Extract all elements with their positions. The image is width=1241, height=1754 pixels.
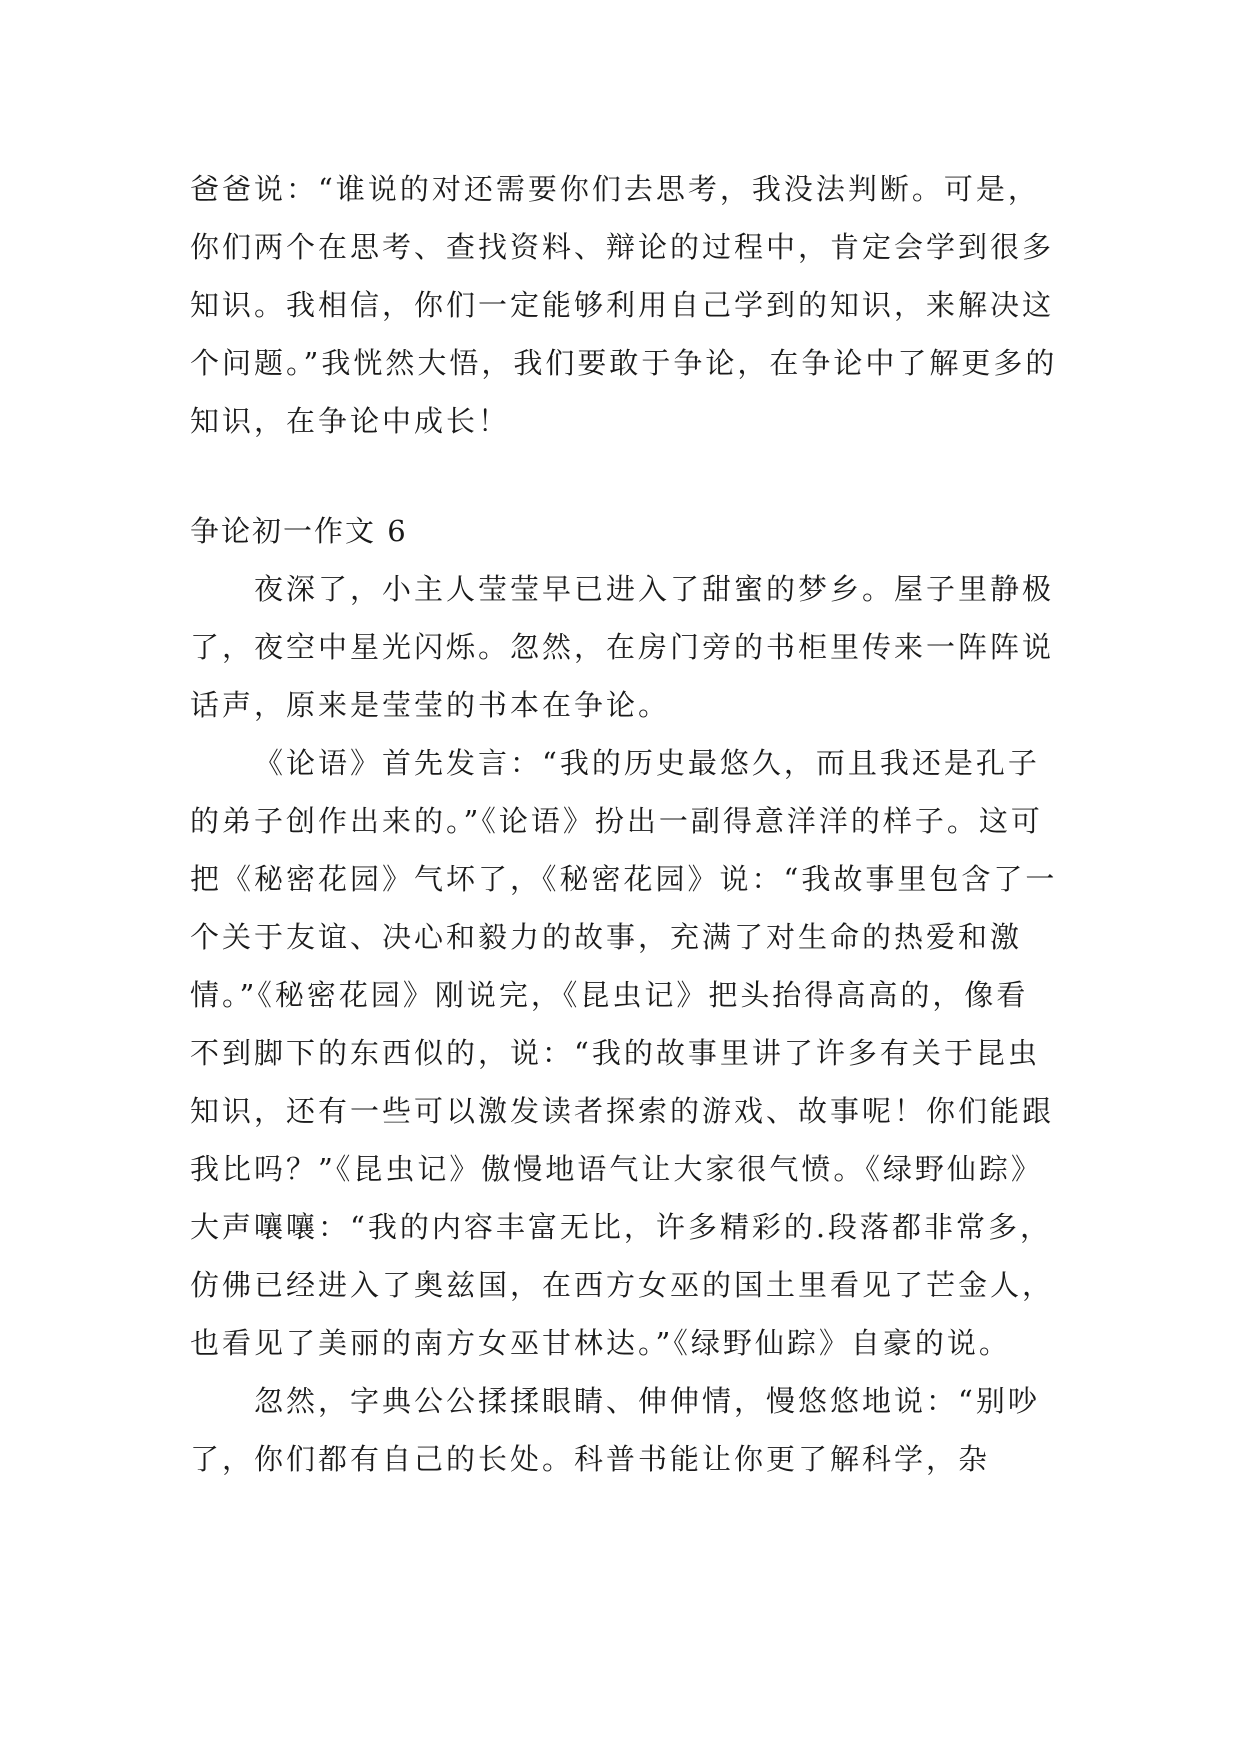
- paragraph-night-scene: 夜深了，小主人莹莹早已进入了甜蜜的梦乡。屋子里静极了，夜空中星光闪烁。忽然，在房门旁的书柜里传来一阵阵说话声，原来是莹莹的书本在争论。: [190, 572, 1055, 722]
- paragraph-father-quote: 爸爸说：“谁说的对还需要你们去思考，我没法判断。可是，你们两个在思考、查找资料、辩论的过程中，肯定会学到很多知识。我相信，你们一定能够利用自己学到的知识，来解决这个问题。”我恍然大悟，我们要敢于争论，在争论中了解更多的知识，在争论中成长！: [190, 172, 1058, 438]
- paragraph-dictionary-speaks: 忽然，字典公公揉揉眼睛、伸伸情，慢悠悠地说：“别吵了，你们都有自己的长处。科普书能让你更了解科学，杂: [190, 1384, 1040, 1476]
- essay-heading: 争论初一作文 6: [190, 514, 408, 548]
- document-body: [190, 160, 1060, 1488]
- paragraph-books-argue: 《论语》首先发言：“我的历史最悠久，而且我还是孔子的弟子创作出来的。”《论语》扮出一副得意洋洋的样子。这可把《秘密花园》气坏了，《秘密花园》说：“我故事里包含了一个关于友谊、决心和毅力的故事，充满了对生命的热爱和激情。”《秘密花园》刚说完，《昆虫记》把头抬得高高的，像看不到脚下的东西似的，说：“我的故事里讲了许多有关于昆虫知识，还有一些可以激发读者探索的游戏、故事呢！你们能跟我比吗？”《昆虫记》傲慢地语气让大家很气愤。《绿野仙踪》大声嚷嚷：“我的内容丰富无比，许多精彩的.段落都非常多，仿佛已经进入了奥兹国，在西方女巫的国土里看见了芒金人，也看见了美丽的南方女巫甘林达。”《绿野仙踪》自豪的说。: [190, 746, 1058, 1360]
